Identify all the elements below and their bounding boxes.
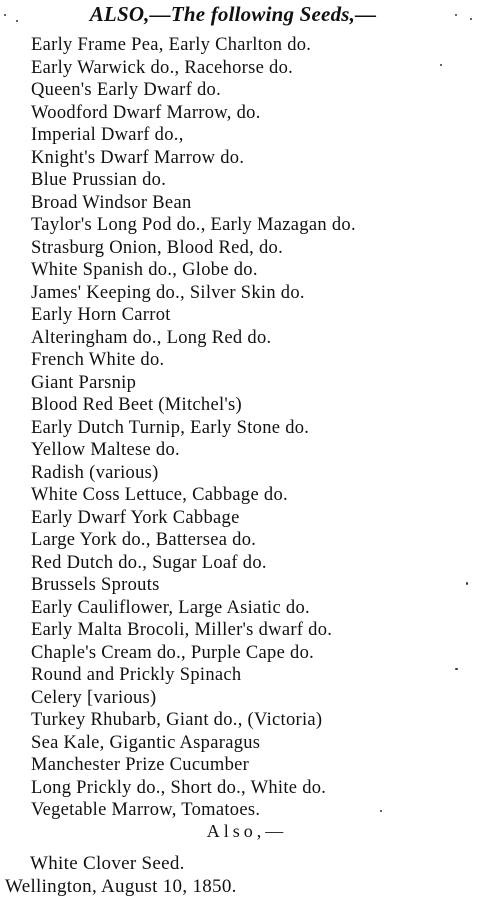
seed-list-item: Imperial Dwarf do., <box>31 125 184 145</box>
seed-list-item: Early Frame Pea, Early Charlton do. <box>31 35 312 55</box>
seed-list-item: Blood Red Beet (Mitchel's) <box>31 395 243 415</box>
seed-list-item: Queen's Early Dwarf do. <box>31 80 222 100</box>
seed-list-item: White Spanish do., Globe do. <box>31 260 258 280</box>
ink-speck <box>455 14 457 16</box>
seed-list-item: Knight's Dwarf Marrow do. <box>31 147 245 168</box>
seed-list-item: Radish (various) <box>31 462 159 483</box>
advertisement-heading <box>0 2 478 26</box>
seed-list-item: Round and Prickly Spinach <box>31 665 242 685</box>
seed-list-item: Celery [various) <box>31 687 157 708</box>
seed-list-item: Broad Windsor Bean <box>31 192 192 213</box>
seed-list-item: Vegetable Marrow, Tomatoes. <box>31 800 261 820</box>
ink-speck <box>4 14 6 16</box>
ink-speck <box>466 582 468 585</box>
seed-list-item: Red Dutch do., Sugar Loaf do. <box>31 552 267 573</box>
seed-list-item: White Coss Lettuce, Cabbage do. <box>31 485 288 505</box>
dateline: Wellington, August 10, 1850. <box>5 876 237 897</box>
seed-list-item: Large York do., Battersea do. <box>31 530 257 550</box>
ink-speck <box>470 18 472 20</box>
also-subheading <box>0 820 478 842</box>
clover-seed-line: White Clover Seed. <box>30 853 185 874</box>
ink-speck <box>455 668 458 670</box>
seed-list-item: Turkey Rhubarb, Giant do., (Victoria) <box>31 710 323 730</box>
seed-list-item: Chaple's Cream do., Purple Cape do. <box>31 642 315 663</box>
ink-speck <box>16 20 18 22</box>
seed-list-item: Early Dutch Turnip, Early Stone do. <box>31 417 310 438</box>
seed-list-item: Strasburg Onion, Blood Red, do. <box>31 237 284 258</box>
seed-list-item: Woodford Dwarf Marrow, do. <box>31 102 261 123</box>
seed-list-item: Giant Parsnip <box>31 372 137 393</box>
seed-list <box>31 34 356 822</box>
seed-list-item: James' Keeping do., Silver Skin do. <box>31 282 305 303</box>
seed-list-item: Sea Kale, Gigantic Asparagus <box>31 732 261 753</box>
seed-list-item: Early Dwarf York Cabbage <box>31 507 240 528</box>
seed-list-item: Early Horn Carrot <box>31 305 171 325</box>
ink-speck <box>380 810 382 812</box>
seed-list-item: Alteringham do., Long Red do. <box>31 327 272 348</box>
also-text: Also,— <box>206 821 288 841</box>
seed-list-item: Yellow Maltese do. <box>31 440 180 460</box>
seed-list-item: Manchester Prize Cucumber <box>31 755 250 775</box>
seed-list-item: Brussels Sprouts <box>31 575 160 595</box>
seed-list-item: French White do. <box>31 350 165 370</box>
seed-list-item: Blue Prussian do. <box>31 170 167 190</box>
seed-list-item: Early Malta Brocoli, Miller's dwarf do. <box>31 620 333 640</box>
seed-list-item: Early Warwick do., Racehorse do. <box>31 57 294 78</box>
seed-list-item: Long Prickly do., Short do., White do. <box>31 777 327 798</box>
seed-list-item: Early Cauliflower, Large Asiatic do. <box>31 597 310 618</box>
ink-speck <box>440 64 442 66</box>
heading-text: ALSO,—The following Seeds,— <box>89 2 377 26</box>
seed-list-item: Taylor's Long Pod do., Early Mazagan do. <box>31 215 356 235</box>
